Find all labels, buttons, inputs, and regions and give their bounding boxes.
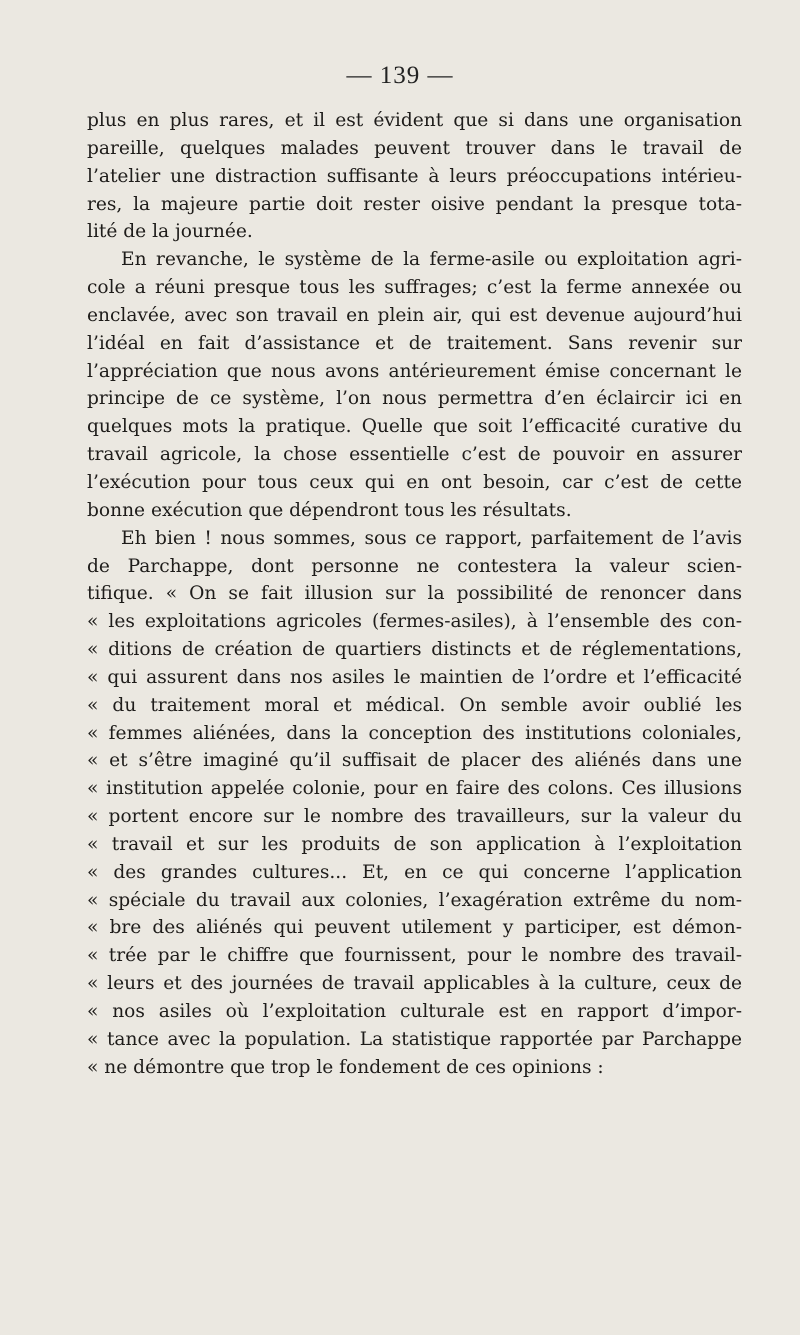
text-line: Eh bien ! nous sommes, sous ce rapport, parfaitement de l’avis	[121, 527, 742, 549]
text-line: « du traitement moral et médical. On semble avoir oublié les	[87, 694, 742, 716]
text-line: l’idéal en fait d’assistance et de traitement. Sans revenir sur	[87, 332, 742, 354]
text-line: « spéciale du travail aux colonies, l’exagération extrême du nom-	[87, 889, 742, 911]
text-line: tifique. « On se fait illusion sur la possibilité de renoncer dans	[87, 583, 742, 605]
text-line: « bre des aliénés qui peuvent utilement y participer, est démon-	[87, 917, 742, 939]
text-line: « portent encore sur le nombre des travailleurs, sur la valeur du	[87, 806, 742, 828]
text-line: bonne exécution que dépendront tous les résultats.	[87, 499, 572, 521]
text-line: res, la majeure partie doit rester oisive pendant la presque tota-	[87, 193, 742, 215]
text-line: « ne démontre que trop le fondement de ces opinions :	[87, 1056, 604, 1078]
text-line: « leurs et des journées de travail applicables à la culture, ceux de	[87, 973, 742, 995]
text-line: « travail et sur les produits de son application à l’exploitation	[87, 833, 742, 855]
text-line: plus en plus rares, et il est évident que si dans une organisation	[87, 110, 742, 131]
text-line: l’exécution pour tous ceux qui en ont besoin, car c’est de cette	[87, 471, 742, 493]
text-line: principe de ce système, l’on nous permettra d’en éclaircir ici en	[87, 388, 742, 410]
text-line: « qui assurent dans nos asiles le maintien de l’ordre et l’efficacité	[87, 666, 742, 688]
text-line: « les exploitations agricoles (fermes-asiles), à l’ensemble des con-	[87, 611, 742, 633]
text-line: cole a réuni presque tous les suffrages; c’est la ferme annexée ou	[87, 277, 742, 299]
text-line: « et s’être imaginé qu’il suffisait de placer des aliénés dans une	[87, 750, 742, 772]
text-line: de Parchappe, dont personne ne contestera la valeur scien-	[87, 555, 742, 577]
text-line: « tance avec la population. La statistique rapportée par Parchappe	[87, 1028, 742, 1050]
text-line: « femmes aliénées, dans la conception des institutions coloniales,	[87, 722, 742, 744]
text-line: « trée par le chiffre que fournissent, pour le nombre des travail-	[87, 945, 742, 967]
body-text	[87, 107, 742, 1082]
text-line: travail agricole, la chose essentielle c’est de pouvoir en assurer	[87, 444, 742, 466]
text-line: lité de la journée.	[87, 221, 253, 243]
text-line: l’atelier une distraction suffisante à leurs préoccupations intérieu-	[87, 165, 742, 187]
page-number: — 139 —	[346, 62, 454, 89]
text-line: l’appréciation que nous avons antérieurement émise concernant le	[87, 360, 742, 382]
text-line: « nos asiles où l’exploitation culturale est en rapport d’impor-	[87, 1001, 742, 1022]
text-line: enclavée, avec son travail en plein air, qui est devenue aujourd’hui	[87, 304, 742, 326]
text-line: pareille, quelques malades peuvent trouver dans le travail de	[87, 137, 742, 159]
text-line: En revanche, le système de la ferme-asile ou exploitation agri-	[121, 249, 742, 271]
text-line: « des grandes cultures... Et, en ce qui concerne l’application	[87, 861, 742, 883]
text-line: « ditions de création de quartiers distincts et de réglementations,	[87, 639, 742, 661]
text-line: quelques mots la pratique. Quelle que soit l’efficacité curative du	[87, 416, 742, 438]
text-line: « institution appelée colonie, pour en faire des colons. Ces illusions	[87, 778, 742, 800]
